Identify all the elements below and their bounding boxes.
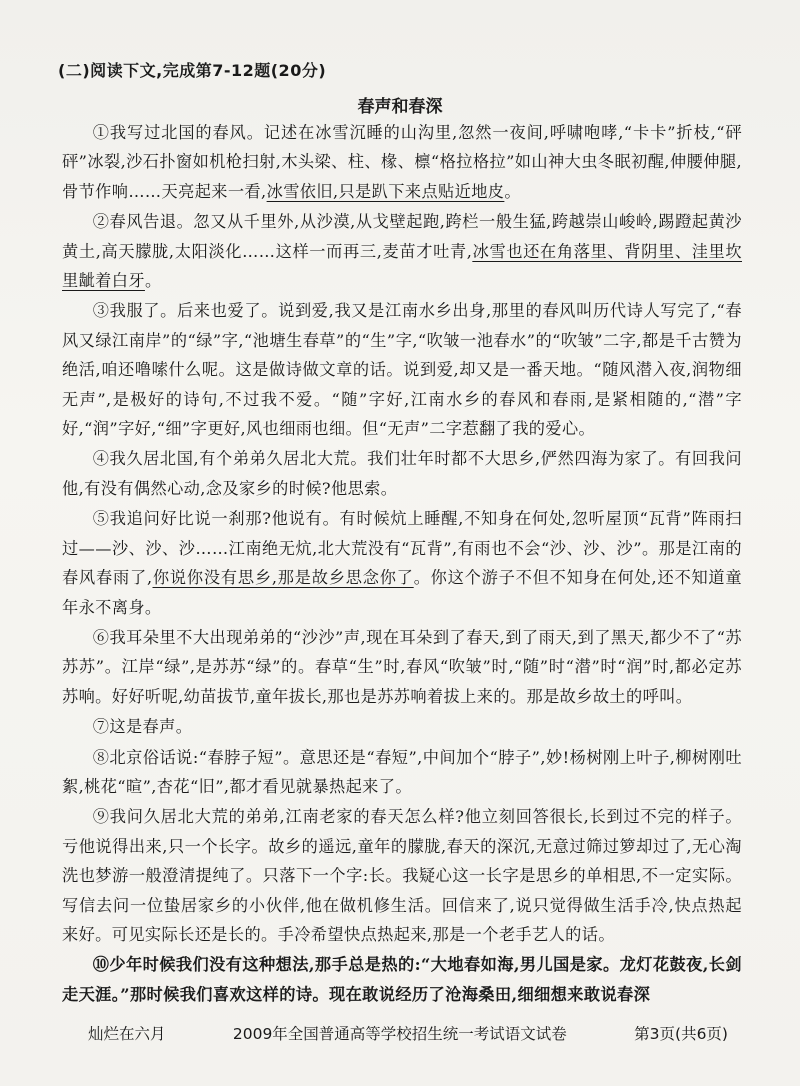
footer-center: 2009年全国普通高等学校招生统一考试语文试卷 xyxy=(232,1025,567,1043)
footer-page-number: 第3页(共6页) xyxy=(634,1025,728,1043)
underlined-sentence: 冰雪依旧,只是趴下来点贴近地皮 xyxy=(266,181,505,201)
paragraph-5: ⑤我追问好比说一刹那?他说有。有时候炕上睡醒,不知身在何处,忽听屋顶“瓦背”阵雨扫过——沙、沙、沙……江南绝无炕,北大荒没有“瓦背”,有雨也不会“沙、沙、沙”。那是江南的春风春雨了,你说你没有思乡,那是故乡思念你了。你这个游子不但不知身在何处,还不知道童年永不离身。 xyxy=(62,509,743,617)
article-title: 春声和春深 xyxy=(357,97,443,117)
paragraph-6: ⑥我耳朵里不大出现弟弟的“沙沙”声,现在耳朵到了春天,到了雨天,到了黑天,都少不了“苏苏苏”。江岸“绿”,是苏苏“绿”的。春草“生”时,春风“吹皱”时,“随”时“潜”时“润”时,都必定苏苏响。好好听呢,幼苗拔节,童年拔长,那也是苏苏响着拔上来的。那是故乡故土的呼叫。 xyxy=(62,627,742,706)
paragraph-4: ④我久居北国,有个弟弟久居北大荒。我们壮年时都不大思乡,俨然四海为家了。有回我问他,有没有偶然心动,念及家乡的时候?他思索。 xyxy=(62,449,742,498)
paragraph-8: ⑧北京俗话说:“春脖子短”。意思还是“春短”,中间加个“脖子”,妙!杨树刚上叶子,柳树刚吐絮,桃花“暄”,杏花“旧”,都才看见就暴热起来了。 xyxy=(62,747,742,796)
paragraph-7: ⑦这是春声。 xyxy=(92,717,193,737)
paragraph-3: ③我服了。后来也爱了。说到爱,我又是江南水乡出身,那里的春风叫历代诗人写完了,“春风又绿江南岸”的“绿”字,“池塘生春草”的“生”字,“吹皱一池春水”的“吹皱”二字,都是千古赞为绝活,咱还噜嗦什么呢。这是做诗做文章的话。说到爱,却又是一番天地。“随风潜入夜,润物细无声”,是极好的诗句,不过我不爱。“随”字好,江南水乡的春风和春雨,是紧相随的,“潜”字好,“润”字好,“细”字更好,风也细雨也细。但“无声”二字惹翻了我的爱心。 xyxy=(62,301,742,439)
underlined-sentence: 冰雪也还在角落里、背阴里、洼里坎里龇着白牙 xyxy=(62,241,742,291)
paragraph-2: ②春风告退。忽又从千里外,从沙漠,从戈壁起跑,跨栏一般生猛,跨越崇山峻岭,踢蹬起黄沙黄土,高天朦胧,太阳淡化……这样一而再三,麦苗才吐青,冰雪也还在角落里、背阴里、洼里坎里龇着白牙。 xyxy=(62,212,742,291)
paragraph-9: ⑨我问久居北大荒的弟弟,江南老家的春天怎么样?他立刻回答很长,长到过不完的样子。亏他说得出来,只一个长字。故乡的遥远,童年的朦胧,春天的深沉,无意过筛过箩却过了,无心淘洗也梦游一般澄清提纯了。只落下一个字:长。我疑心这一长字是思乡的单相思,不一定实际。写信去问一位蛰居家乡的小伙伴,他在做机修生活。回信来了,说只觉得做生活手冷,快点热起来好。可见实际长还是长的。手冷希望快点热起来,那是一个老手艺人的话。 xyxy=(62,807,742,944)
footer-left: 灿烂在六月 xyxy=(88,1025,166,1043)
paragraph-10: ⑩少年时候我们没有这种想法,那手总是热的:“大地春如海,男儿国是家。龙灯花鼓夜,长剑走天涯。”那时候我们喜欢这样的诗。现在敢说经历了沧海桑田,细细想来敢说春深 xyxy=(62,955,742,1004)
page-footer xyxy=(88,1022,728,1044)
paragraph-1: ①我写过北国的春风。记述在冰雪沉睡的山沟里,忽然一夜间,呼啸咆哮,“卡卡”折枝,“砰砰”冰裂,沙石扑窗如机枪扫射,木头梁、柱、椽、檩“格拉格拉”如山神大虫冬眠初醒,伸腰伸腿,骨节作响……天亮起来一看,冰雪依旧,只是趴下来点贴近地皮。 xyxy=(62,123,742,201)
section-heading: (二)阅读下文,完成第7-12题(20分) xyxy=(58,61,327,80)
article-body xyxy=(62,118,742,1010)
underlined-sentence: 你说你没有思乡,那是故乡思念你了 xyxy=(152,568,414,588)
